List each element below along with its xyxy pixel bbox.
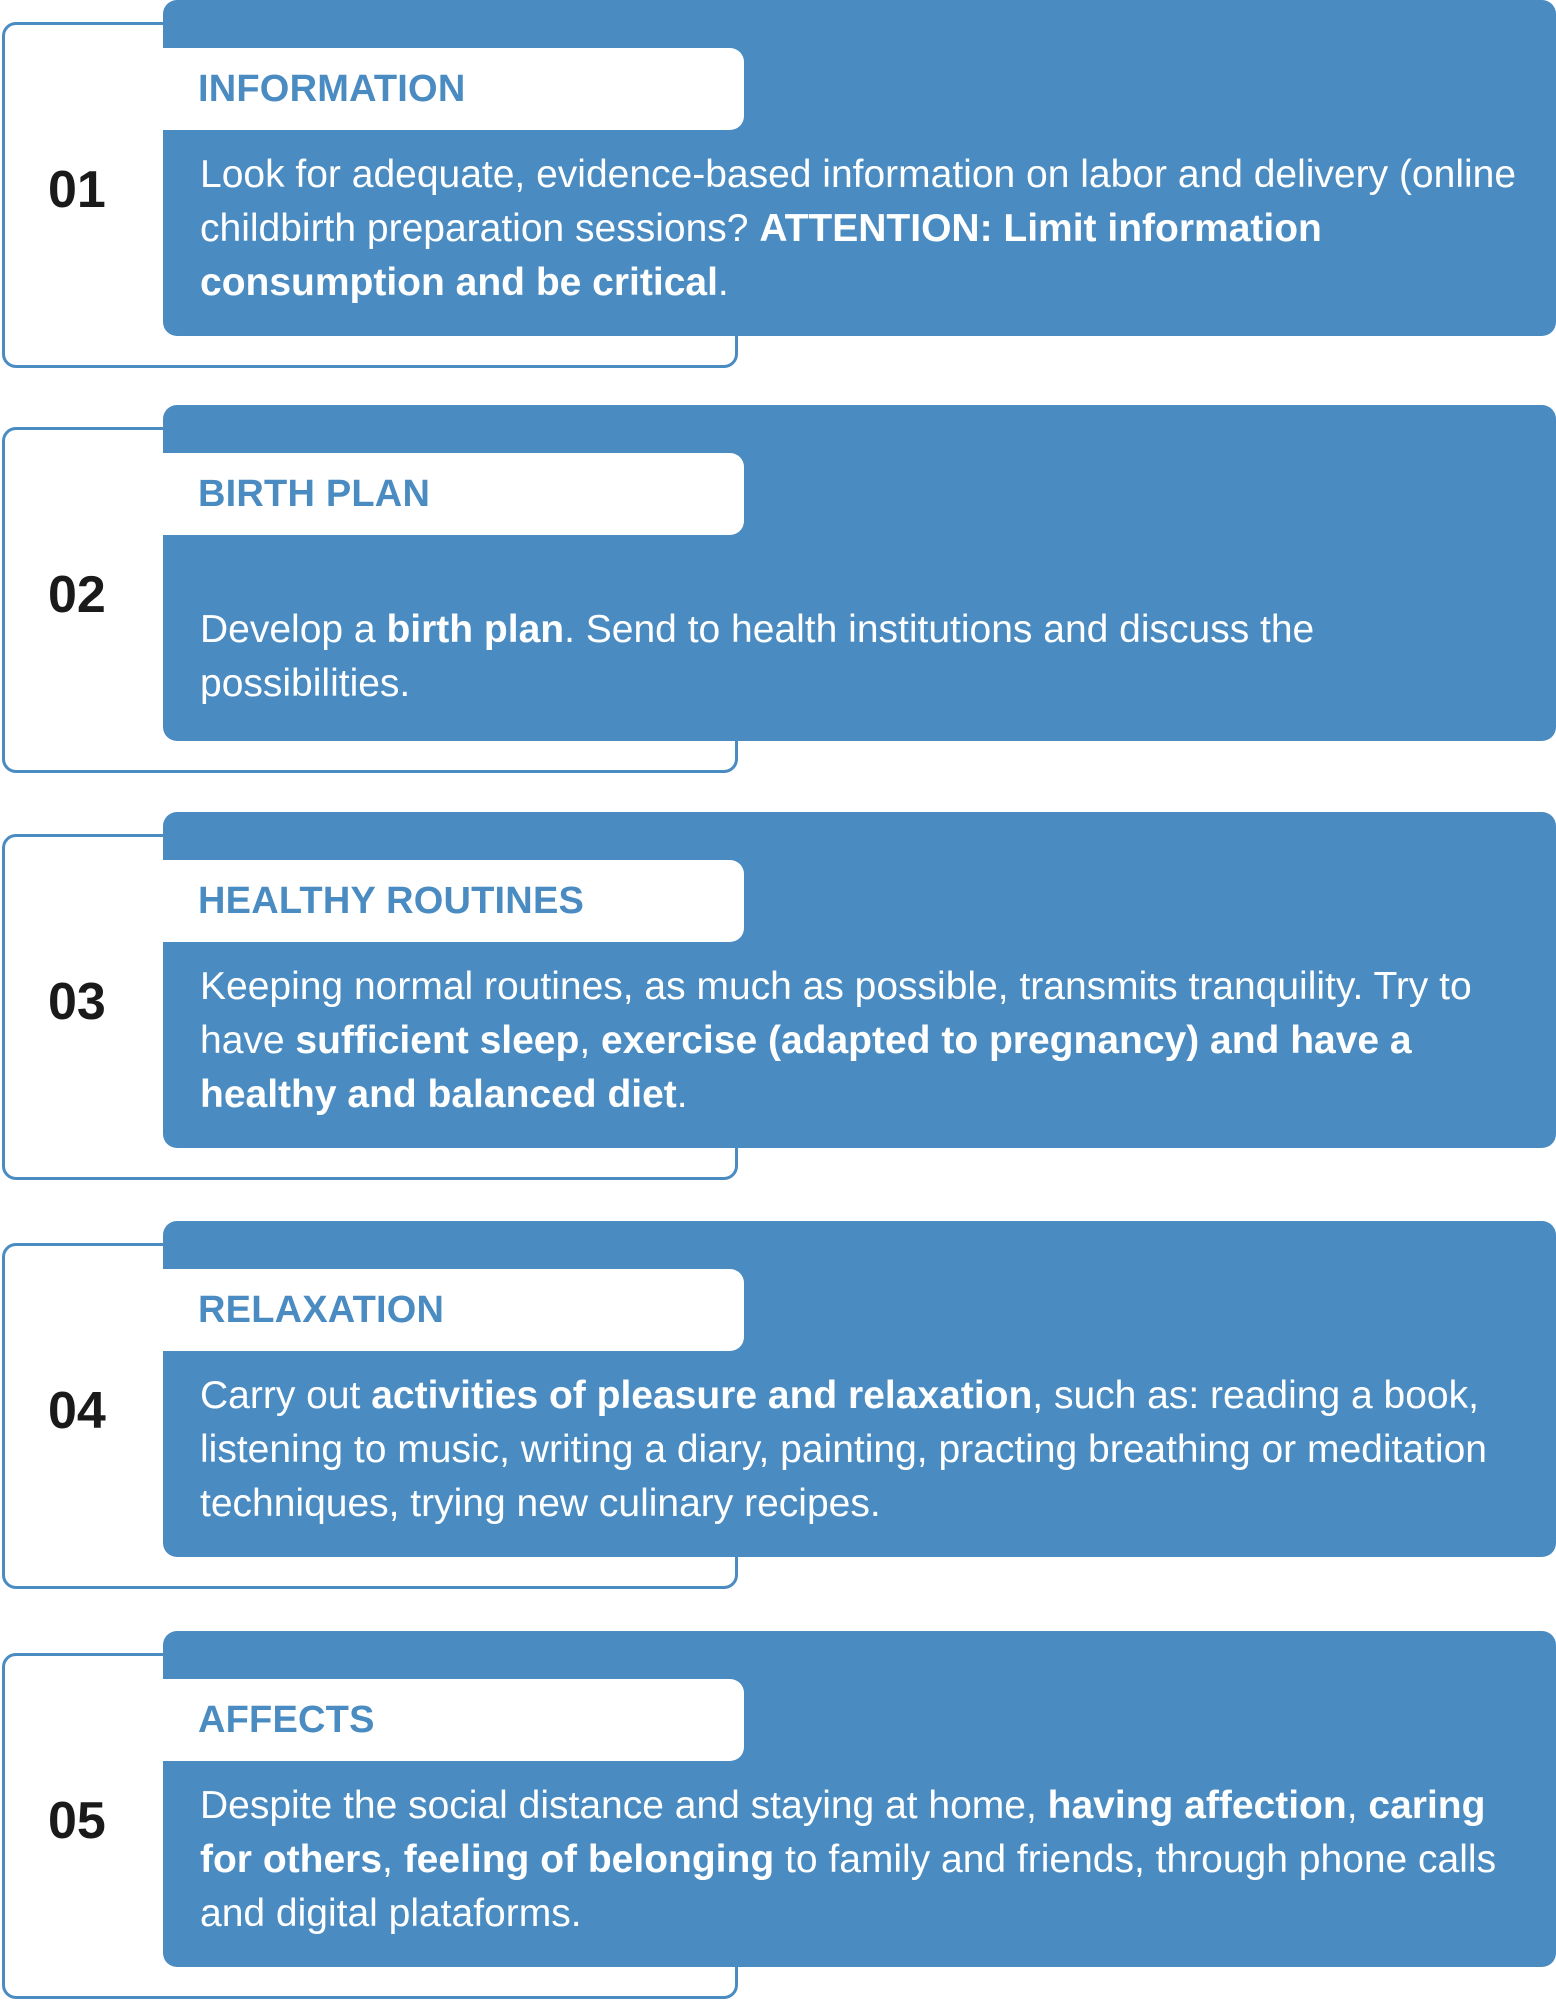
step-title: INFORMATION (198, 68, 466, 110)
body-text: Develop a (200, 608, 387, 651)
step-card (0, 405, 1556, 775)
body-text: . Send to health institutions and discuss the possibilities. (200, 608, 1315, 705)
emphasis-text: birth plan (386, 608, 565, 651)
step-title: AFFECTS (198, 1699, 375, 1741)
body-text: Despite the social distance and staying at home, (200, 1784, 1048, 1827)
body-text: . (717, 261, 729, 304)
step-number: 01 (48, 161, 106, 219)
emphasis-text: sufficient sleep (295, 1019, 580, 1062)
step-card (0, 812, 1556, 1182)
emphasis-text: feeling of belonging (403, 1838, 775, 1881)
body-text: , such as: reading a book, listening to music, writing a diary, painting, practing breathing or meditation techniques, trying new culinary recipes. (200, 1374, 1487, 1525)
step-description (200, 960, 1520, 1122)
emphasis-text: activities of pleasure and relaxation (371, 1374, 1033, 1417)
step-card (0, 1631, 1556, 2001)
body-text: to family and friends, through phone calls and digital plataforms. (200, 1838, 1497, 1935)
step-number: 04 (48, 1382, 106, 1440)
body-text: Keeping normal routines, as much as possible, transmits tranquility. Try to have (200, 965, 1472, 1062)
step-title: HEALTHY ROUTINES (198, 880, 585, 922)
step-card (0, 0, 1556, 370)
step-description (200, 1779, 1520, 1941)
emphasis-text: having affection (1047, 1784, 1347, 1827)
body-text: , (1346, 1784, 1369, 1827)
step-description (200, 603, 1520, 711)
step-title: BIRTH PLAN (198, 473, 431, 515)
step-title: RELAXATION (198, 1289, 445, 1331)
step-card (0, 1221, 1556, 1591)
step-number: 05 (48, 1792, 106, 1850)
step-description (200, 1369, 1520, 1531)
emphasis-text: caring for others (200, 1784, 1486, 1881)
body-text: , (382, 1838, 404, 1881)
step-number: 03 (48, 973, 106, 1031)
emphasis-text: exercise (adapted to pregnancy) and have a healthy and balanced diet (200, 1019, 1412, 1116)
body-text: , (579, 1019, 601, 1062)
step-number: 02 (48, 566, 106, 624)
body-text: . (676, 1073, 688, 1116)
step-description (200, 148, 1520, 310)
body-text: Carry out (200, 1374, 372, 1417)
emphasis-text: ATTENTION: Limit information consumption and be critical (200, 207, 1322, 304)
body-text: Look for adequate, evidence-based information on labor and delivery (online childbirth preparation sessions? (200, 153, 1517, 250)
